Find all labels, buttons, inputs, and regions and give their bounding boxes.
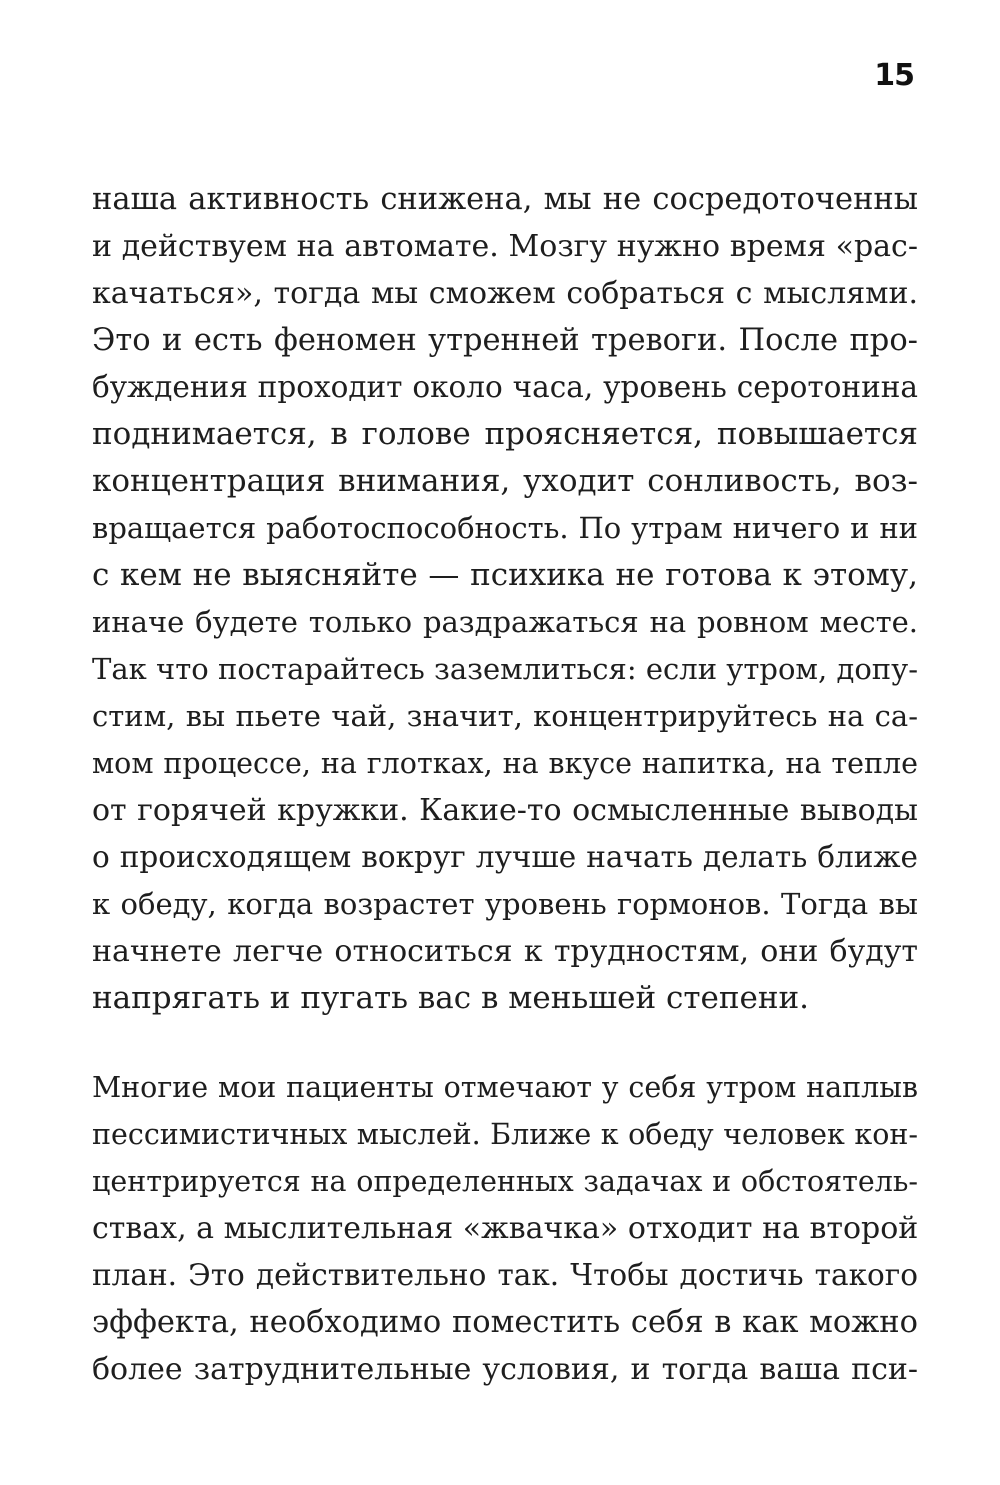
text-line: напрягать и пугать вас в меньшей степени.: [92, 980, 810, 1016]
text-line: начнете легче относиться к трудностям, они будут: [92, 934, 918, 969]
text-line: наша активность снижена, мы не сосредоточенны: [92, 182, 918, 217]
text-line: к обеду, когда возрастет уровень гормонов. Тогда вы: [92, 887, 918, 921]
text-line: Так что постарайтесь заземлиться: если утром, допу-: [92, 652, 918, 686]
text-line: более затруднительные условия, и тогда ваша пси-: [92, 1352, 918, 1387]
text-line: эффекта, необходимо поместить себя в как можно: [92, 1305, 918, 1340]
text-line: вращается работоспособность. По утрам ничего и ни: [92, 511, 918, 545]
text-line: Многие мои пациенты отмечают у себя утром наплыв: [92, 1071, 918, 1104]
text-line: и действуем на автомате. Мозгу нужно время «рас-: [92, 229, 918, 264]
text-line: поднимается, в голове проясняется, повышается: [92, 416, 918, 452]
text-line: с кем не выясняйте — психика не готова к этому,: [92, 557, 918, 593]
text-line: о происходящем вокруг лучше начать делать ближе: [92, 840, 918, 874]
paragraph-1: [92, 176, 918, 1022]
text-line: мом процессе, на глотках, на вкусе напитка, на тепле: [92, 747, 918, 780]
text-line: концентрация внимания, уходит сонливость, воз-: [92, 463, 918, 499]
text-line: буждения проходит около часа, уровень серотонина: [92, 370, 918, 404]
text-line: Это и есть феномен утренней тревоги. После про-: [92, 323, 918, 358]
text-line: стим, вы пьете чай, значит, концентрируйтесь на са-: [92, 699, 918, 733]
paragraph-2: [92, 1064, 918, 1393]
text-line: качаться», тогда мы сможем собраться с мыслями.: [92, 276, 918, 311]
text-line: пессимистичных мыслей. Ближе к обеду человек кон-: [92, 1118, 918, 1151]
text-line: иначе будете только раздражаться на ровном месте.: [92, 605, 918, 639]
text-line: от горячей кружки. Какие-то осмысленные выводы: [92, 793, 918, 828]
page-number: 15: [874, 58, 914, 93]
text-line: центрируется на определенных задачах и обстоятель-: [92, 1165, 918, 1198]
text-line: план. Это действительно так. Чтобы достичь такого: [92, 1258, 918, 1292]
text-line: ствах, а мыслительная «жвачка» отходит на второй: [92, 1211, 919, 1246]
